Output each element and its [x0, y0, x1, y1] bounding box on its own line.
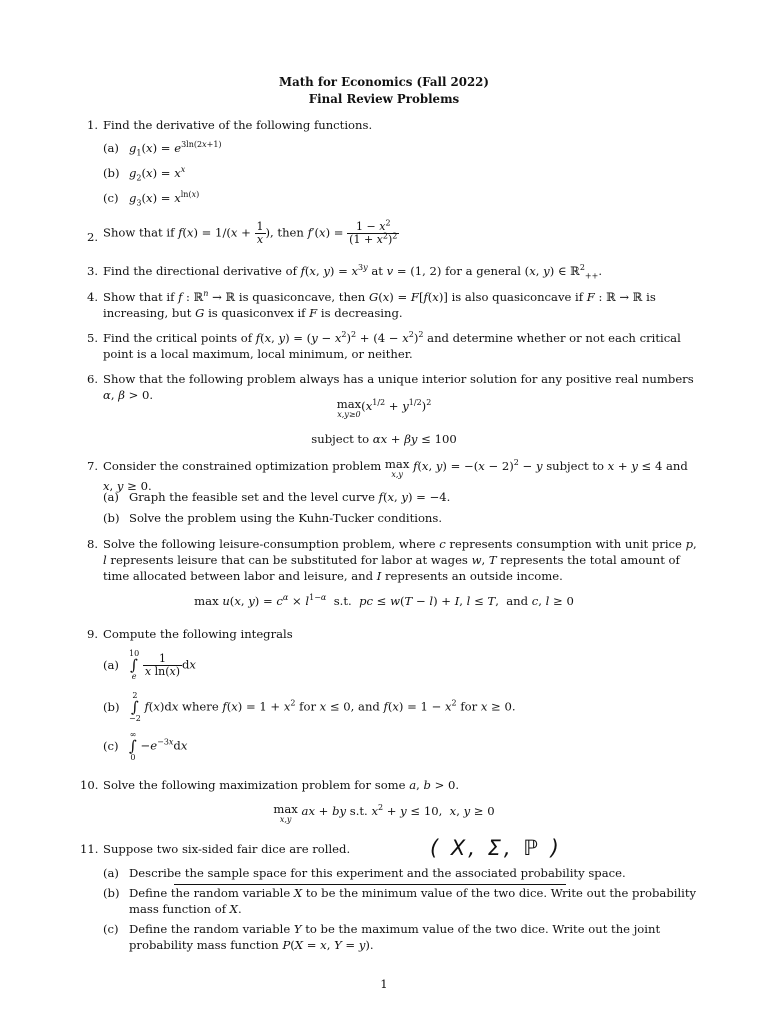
- problem-number: 1.: [86, 118, 98, 132]
- problem-text: Consider the constrained optimization problem: [103, 459, 382, 473]
- problem-number: 3.: [86, 264, 98, 278]
- problem-1b: (b) $g_2(x) = x^x$: [103, 165, 186, 183]
- page-number: 1: [380, 977, 388, 991]
- problem-11c: (c) Define the random variable Y to be the maximum value of the two dice. Write out the joint probability mass function P(X = x, Y = y).: [103, 922, 661, 952]
- problem-1c: (c) $g_3(x) = x^{ln(x)}$: [103, 190, 200, 208]
- handwritten-annotation: ( X, Σ, ℙ ): [430, 836, 562, 860]
- problem-number: 6.: [86, 372, 98, 386]
- problem-6-objective: max x,y≥0 $(x^{1/2} + y^{1/2})^2$: [336, 397, 432, 419]
- problem-3: 3. Find the directional derivative of f(x, $y) = x^{3y}$ at v = (1, 2) for a general (x, y) ∈ ℝ$^2_{++}$.: [80, 264, 700, 280]
- problem-8-equation: max u(x, $y) = c^\alpha \times l^{1-\alpha}$ s.t. pc ≤ w(T − l) + I, l ≤ T, and c, l ≥ 0: [194, 593, 574, 608]
- document-title: Math for Economics (Fall 2022): [279, 75, 489, 89]
- problem-number: 8.: [86, 537, 98, 551]
- problem-11a: (a) Describe the sample space for this experiment and the associated probability space.: [103, 866, 626, 880]
- problem-7a: (a) Graph the feasible set and the level curve f(x, y) = −4.: [103, 490, 451, 504]
- document-subtitle: Final Review Problems: [308, 92, 460, 106]
- problem-9b: (b) 2 ∫ −2 f(x)dx where $f(x) = 1 + x^2$ for x ≤ 0, and $f(x) = 1 - x^2$ for x ≥ 0.: [103, 691, 516, 723]
- problem-1: [80, 118, 700, 134]
- problem-number: 7.: [86, 459, 98, 473]
- problem-10-equation: max x,y ax + by s.t. $x^2 + y \le 10$, x, y ≥ 0: [273, 802, 495, 824]
- problem-text: Show that the following problem always has a unique interior solution for any positive real numbers: [103, 372, 694, 386]
- problem-text: Find the directional derivative of: [103, 264, 297, 278]
- problem-11b: (b) Define the random variable X to be the minimum value of the two dice. Write out the probability mass function of X.: [103, 886, 697, 916]
- problem-8: 8. Solve the following leisure-consumption problem, where c represents consumption with unit price p, l represents leisure that can be substituted for labor at wages w, T represents the total amount of time allocated between labor and leisure, and I represents an outside income.: [80, 537, 700, 584]
- problem-4: 4. Show that if f : ℝ$^n$ → ℝ is quasiconcave, then G(x) = F[f(x)] is also quasiconcave if F : ℝ → ℝ is increasing, but G is quasiconvex if F is decreasing.: [80, 290, 700, 322]
- problem-number: 9.: [86, 627, 98, 641]
- problem-number: 10.: [80, 778, 99, 792]
- handwritten-underline: [174, 884, 566, 885]
- problem-1a: (a) $g_1(x) = e^{3ln(2x+1)}$: [103, 140, 222, 158]
- problem-2: 2. Show that if f(x) = 1/(x + $\frac{1}{x}$ ), then f′(x) = $\frac{1 - x^2}{(1 + x^2)^2}$: [80, 221, 700, 246]
- problem-number: 2.: [86, 230, 98, 244]
- problem-text: Show that if: [103, 225, 175, 240]
- problem-text: Solve the following leisure-consumption problem, where: [103, 537, 436, 551]
- problem-10: 10. Solve the following maximization problem for some a, b > 0.: [80, 778, 460, 792]
- problem-9: [80, 627, 700, 643]
- problem-6-constraint: subject to αx + βy ≤ 100: [311, 432, 457, 446]
- problem-text: Find the critical points of: [103, 331, 253, 345]
- problem-number: 5.: [86, 331, 98, 345]
- problem-9c: (c) ∞ ∫ 0 $-e^{-3x}dx$: [103, 730, 188, 762]
- problem-number: 4.: [86, 290, 98, 304]
- problem-11: [80, 842, 700, 858]
- problem-5: 5. Find the critical points of f(x, $y) = (y - x^2)^2 + (4 - x^2)^2$ and determine whether or not each critical point is a local maximum, local minimum, or neither.: [80, 331, 700, 363]
- problem-text: Find the derivative of the following functions.: [103, 118, 373, 132]
- problem-text: Compute the following integrals: [103, 627, 293, 641]
- problem-text: Solve the following maximization problem for some: [103, 778, 406, 792]
- problem-9a: (a) 10 ∫ e $\frac{1}{\text{x ln(x)}}$ dx: [103, 649, 196, 681]
- problem-text: Show that if: [103, 290, 175, 304]
- problem-7: 7. Consider the constrained optimization problem max x,y f(x, $y) = -(x - 2)^2 - y$ subject to x + y ≤ 4 and x, y ≥ 0.: [80, 459, 700, 494]
- problem-number: 11.: [80, 842, 99, 856]
- problem-6: 6. Show that the following problem always has a unique interior solution for any positive real numbers α, β > 0.: [80, 372, 700, 404]
- problem-7b: (b) Solve the problem using the Kuhn-Tucker conditions.: [103, 511, 443, 525]
- problem-text: Suppose two six-sided fair dice are rolled.: [103, 842, 351, 856]
